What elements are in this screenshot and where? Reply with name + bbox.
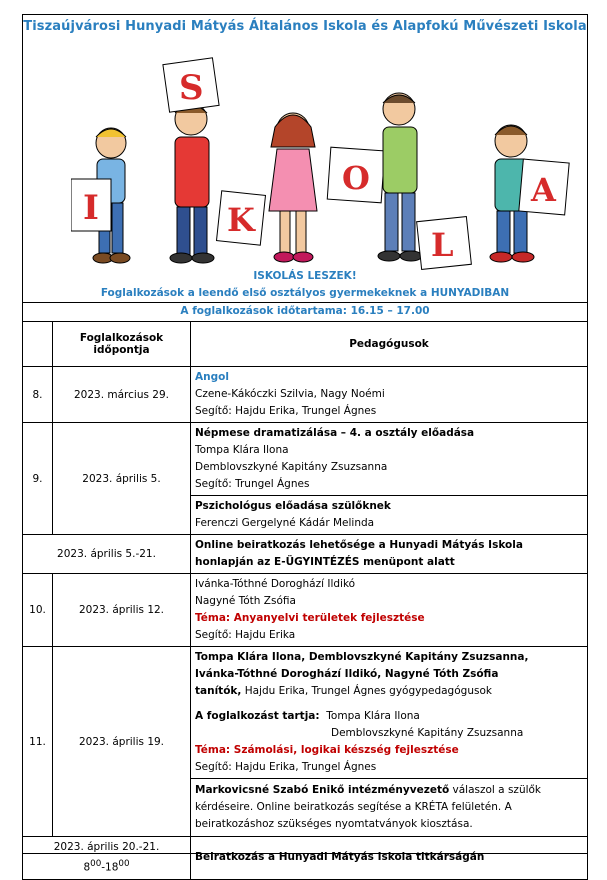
row-date: 2023. április 12. <box>53 574 191 647</box>
school-kids-illustration <box>71 51 571 277</box>
table-header-row <box>23 322 588 367</box>
topic: Angol <box>195 371 229 383</box>
teacher: Ivánka-Tóthné Doroghází Ildikó <box>195 578 356 590</box>
row-details <box>191 535 588 574</box>
staff-role: tanítók, <box>195 685 242 697</box>
header-num-cell <box>23 322 53 367</box>
divider <box>23 302 587 303</box>
row-details <box>191 574 588 647</box>
subtitle-iskolas-leszek: ISKOLÁS LESZEK! <box>253 270 357 282</box>
hours-sup: 00 <box>90 859 102 869</box>
header-teachers-cell: Pedagógusok <box>191 322 588 367</box>
staff-line: Tompa Klára Ilona, Demblovszkyné Kapitány Zsuzsanna, <box>195 651 529 663</box>
svg-text:K: K <box>227 201 255 239</box>
row-details <box>191 423 588 496</box>
final-enrolment-text: Beiratkozás a Hunyadi Mátyás Iskola titkárságán <box>195 851 485 864</box>
row-number: 9. <box>23 423 53 535</box>
svg-text:S: S <box>179 68 204 108</box>
kid-figure-4 <box>378 93 422 261</box>
session-duration: A foglalkozások időtartama: 16.15 – 17.00 <box>180 305 430 317</box>
hours: 8 <box>83 861 91 874</box>
helper: Segítő: Hajdu Erika, Trungel Ágnes <box>195 761 377 773</box>
topic: Pszichológus előadása szülőknek <box>195 500 391 512</box>
staff-line: Hajdu Erika, Trungel Ágnes gyógypedagógusok <box>241 685 492 697</box>
kid-figure-2 <box>170 103 214 263</box>
row-number: 11. <box>23 647 53 837</box>
helper: Segítő: Trungel Ágnes <box>195 478 310 490</box>
helper: Segítő: Hajdu Erika <box>195 629 296 641</box>
header-time-cell: Foglalkozások időpontja <box>53 322 191 367</box>
teachers: Czene-Kákóczki Szilvia, Nagy Noémi <box>195 388 385 400</box>
row-details <box>191 837 588 880</box>
school-title: Tiszaújvárosi Hunyadi Mátyás Általános Iskola és Alapfokú Művészeti Iskola <box>23 19 587 34</box>
row-number: 8. <box>23 367 53 423</box>
hours-sup: 00 <box>118 859 130 869</box>
held-by: Demblovszkyné Kapitány Zsuzsanna <box>331 727 524 739</box>
principal-name: Markovicsné Szabó Enikő intézményvezető <box>195 784 450 796</box>
staff-line: Ivánka-Tóthné Doroghází Ildikó, Nagyné Tóth Zsófia <box>195 668 499 680</box>
theme: Téma: Anyanyelvi területek fejlesztése <box>195 612 425 624</box>
schedule-table <box>22 321 588 880</box>
theme: Téma: Számolási, logikai készség fejlesztése <box>195 744 459 756</box>
svg-text:I: I <box>83 188 99 228</box>
held-by: Tompa Klára Ilona <box>326 710 420 722</box>
hours: -18 <box>101 861 119 874</box>
row-number: 10. <box>23 574 53 647</box>
svg-text:A: A <box>531 171 556 209</box>
principal-text: beiratkozáshoz szükséges nyomtatványok kiosztása. <box>195 818 473 830</box>
table-row <box>23 647 588 779</box>
final-date: 2023. április 20.-21. <box>53 841 160 853</box>
topic: Népmese dramatizálása – 4. a osztály előadása <box>195 427 475 439</box>
table-row <box>23 837 588 880</box>
table-row <box>23 574 588 647</box>
row-details <box>191 367 588 423</box>
principal-text: válaszol a szülők <box>449 784 542 796</box>
row-date: 2023. március 29. <box>53 367 191 423</box>
row-date: 2023. április 5.-21. <box>23 535 191 574</box>
row-details <box>191 647 588 779</box>
document-frame <box>22 14 588 874</box>
principal-text: kérdéseire. Online beiratkozás segítése a KRÉTA felületén. A <box>195 801 512 813</box>
row-date: 2023. április 5. <box>53 423 191 535</box>
teacher: Demblovszkyné Kapitány Zsuzsanna <box>195 461 388 473</box>
row-details <box>191 496 588 535</box>
table-row <box>23 535 588 574</box>
held-by-label: A foglalkozást tartja: <box>195 710 320 722</box>
table-row <box>23 423 588 496</box>
teacher: Tompa Klára Ilona <box>195 444 289 456</box>
svg-text:L: L <box>431 226 454 264</box>
svg-text:O: O <box>342 159 370 197</box>
online-enrolment-text: Online beiratkozás lehetősége a Hunyadi Mátyás Iskola <box>195 539 523 551</box>
kid-figure-3 <box>269 113 317 262</box>
row-details <box>191 779 588 837</box>
teacher: Ferenczi Gergelyné Kádár Melinda <box>195 517 375 529</box>
row-date: 2023. április 19. <box>53 647 191 837</box>
teacher: Nagyné Tóth Zsófia <box>195 595 296 607</box>
row-date <box>23 837 191 880</box>
subtitle-programs: Foglalkozások a leendő első osztályos gyermekeknek a HUNYADIBAN <box>100 287 510 299</box>
table-row <box>23 367 588 423</box>
online-enrolment-text: honlapján az E-ÜGYINTÉZÉS menüpont alatt <box>195 556 455 568</box>
helper: Segítő: Hajdu Erika, Trungel Ágnes <box>195 405 377 417</box>
